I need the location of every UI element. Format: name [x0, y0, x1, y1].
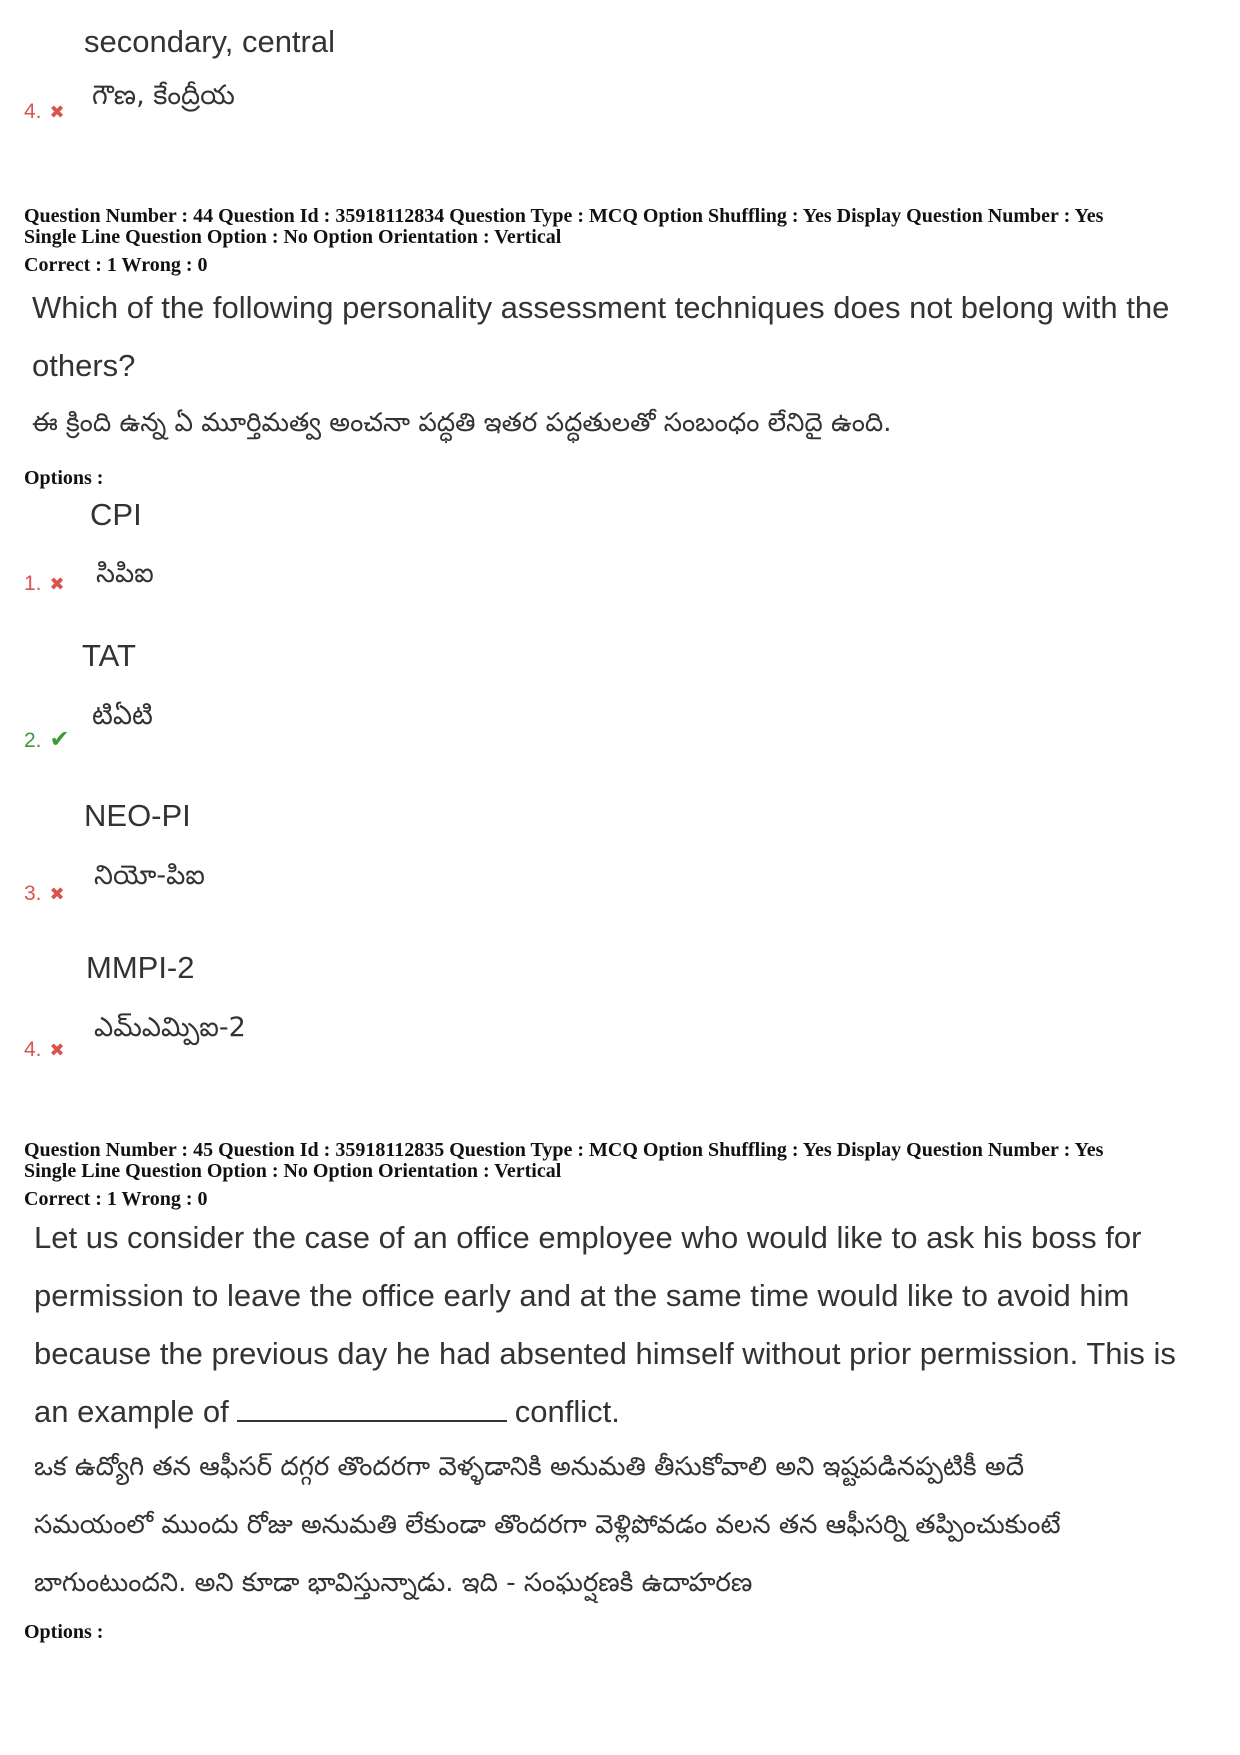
q44-option-2-marker — [24, 725, 70, 753]
q44-option-3-english: NEO-PI — [84, 798, 191, 833]
q44-option-4-marker — [24, 1038, 65, 1062]
q45-meta-line1: Question Number : 45 Question Id : 35918112835 Question Type : MCQ Option Shuffling : Yes Display Question Number : Yes — [24, 1139, 1104, 1161]
q44-option-3-telugu: నియో-పిఐ — [94, 860, 205, 891]
q45-text-en-line1: Let us consider the case of an office employee who would like to ask his boss for — [34, 1220, 1142, 1255]
q44-meta-line1: Question Number : 44 Question Id : 35918112834 Question Type : MCQ Option Shuffling : Yes Display Question Number : Yes — [24, 205, 1104, 227]
q44-meta-line2: Single Line Question Option : No Option Orientation : Vertical — [24, 226, 562, 248]
q44-option-2-telugu: టిఏటి — [92, 700, 153, 731]
q45-text-en-line3: because the previous day he had absented himself without prior permission. This is — [34, 1336, 1176, 1371]
q45-score: Correct : 1 Wrong : 0 — [24, 1188, 208, 1210]
prev-option-4-marker — [24, 100, 65, 124]
q44-text-telugu: ఈ క్రింది ఉన్న ఏ మూర్తిమత్వ అంచనా పద్ధతి ఇతర పద్ధతులతో సంబంధం లేనిదై ఉంది. — [32, 408, 892, 438]
q44-text-en-line2: others? — [32, 348, 136, 383]
q44-option-1-marker — [24, 572, 65, 596]
prev-option-4-telugu: గౌణ, కేంద్రీయ — [92, 80, 235, 111]
wrong-icon: ✖ — [49, 574, 65, 595]
q44-text-en-line1: Which of the following personality assessment techniques does not belong with the — [32, 290, 1170, 325]
q44-score: Correct : 1 Wrong : 0 — [24, 254, 208, 276]
fill-in-blank — [237, 1398, 507, 1422]
q45-meta-line2: Single Line Question Option : No Option Orientation : Vertical — [24, 1160, 562, 1182]
q45-text-telugu-line2: సమయంలో ముందు రోజు అనుమతి లేకుండా తొందరగా వెళ్లిపోవడం వలన తన ఆఫీసర్ని తప్పించుకుంటే — [34, 1510, 1061, 1540]
q45-options-label: Options : — [24, 1621, 104, 1643]
check-icon: ✔ — [49, 725, 70, 753]
option-number: 4. — [24, 1038, 42, 1061]
q45-text-telugu-line1: ఒక ఉద్యోగి తన ఆఫీసర్ దగ్గర తొందరగా వెళ్ళడానికి అనుమతి తీసుకోవాలి అని ఇష్టపడినప్పటికీ అదే — [34, 1452, 1025, 1482]
prev-option-4-english: secondary, central — [84, 24, 335, 59]
q44-option-4-english: MMPI-2 — [86, 950, 195, 985]
q45-text-telugu-line3: బాగుంటుందని. అని కూడా భావిస్తున్నాడు. ఇది - సంఘర్షణకి ఉదాహరణ — [34, 1568, 753, 1598]
option-number: 3. — [24, 882, 42, 905]
wrong-icon: ✖ — [49, 1040, 65, 1061]
q44-option-2-english: TAT — [82, 638, 136, 673]
q45-text-en-line4-start: an example of — [34, 1394, 229, 1429]
q44-option-1-english: CPI — [90, 497, 142, 532]
wrong-icon: ✖ — [49, 102, 65, 123]
option-number: 1. — [24, 572, 42, 595]
option-number: 2. — [24, 729, 42, 752]
q45-text-en-line4 — [34, 1394, 620, 1430]
q44-option-3-marker — [24, 882, 65, 906]
q45-text-en-line2: permission to leave the office early and at the same time would like to avoid him — [34, 1278, 1130, 1313]
option-number: 4. — [24, 100, 42, 123]
wrong-icon: ✖ — [49, 884, 65, 905]
q45-text-en-line4-end: conflict. — [514, 1394, 620, 1429]
q44-options-label: Options : — [24, 467, 104, 489]
q44-option-1-telugu: సిపిఐ — [96, 558, 154, 589]
q44-option-4-telugu: ఎమ్ఎమ్పిఐ-2 — [94, 1012, 246, 1043]
